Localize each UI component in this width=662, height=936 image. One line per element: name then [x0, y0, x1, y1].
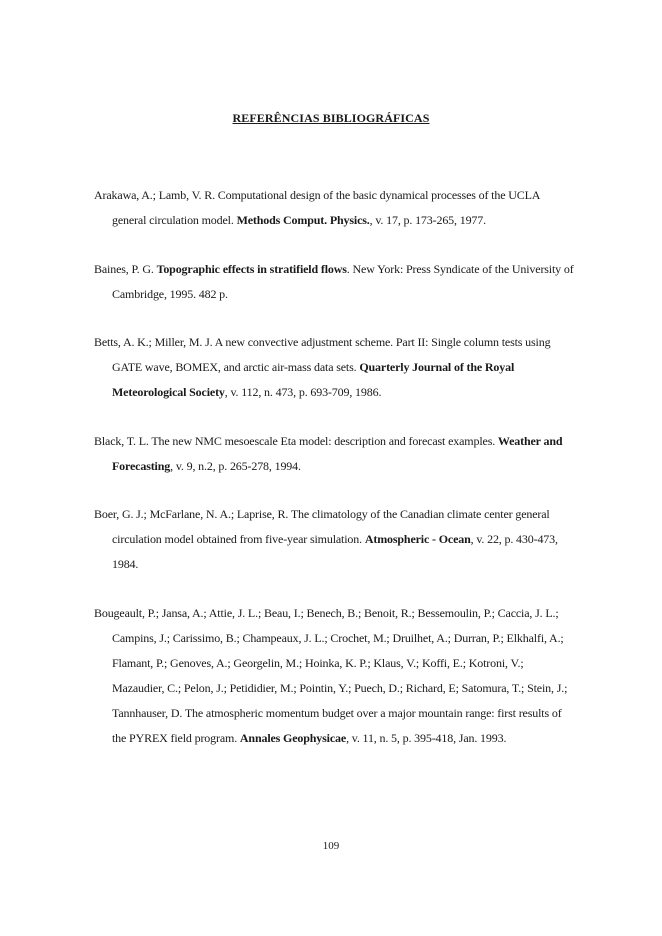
reference-details: , v. 22, p. 430-473, 1984. [112, 532, 558, 571]
reference-text: Baines, P. G. [94, 261, 157, 276]
reference-details: , v. 112, n. 473, p. 693-709, 1986. [224, 385, 382, 399]
reference-text: Bougeault, P.; Jansa, A.; Attie, J. L.; Beau, I.; Benech, B.; Benoit, R.; Bessemoulin, P.; Caccia, J. L.; Campins, J.; Carissimo, B.; Champeaux, J. L.; Crochet, M.; Druilhet, A.; Durran, P.; Elkhalfi, A.; Flamant, P.; Genoves, A.; Georgelin, M.; Hoinka, K. P.; Klaus, V.; Koffi, E.; Kotroni, V.; Mazaudier, C.; Pelon, J.; Petididier, M.; Pointin, Y.; Puech, D.; Richard, E; Satomura, T.; Stein, J.; Tannhauser, D. The atmospheric momentum budget over a major mountain range: first results of the PYREX field program. [94, 605, 568, 745]
reference-source-title: Quarterly Journal of the Royal Meteorological Society [112, 360, 515, 399]
reference-item [94, 257, 574, 307]
page-number: 109 [322, 840, 340, 852]
reference-text: Arakawa, A.; Lamb, V. R. Computational design of the basic dynamical processes of the UCLA general circulation model. [94, 188, 540, 227]
reference-source-title: Weather and Forecasting [112, 433, 563, 473]
reference-text: Black, T. L. The new NMC mesoescale Eta model: description and forecast examples. [94, 433, 498, 448]
reference-source-title: Atmospheric - Ocean [364, 532, 471, 546]
reference-item [94, 330, 574, 405]
reference-details: . New York: Press Syndicate of the University of Cambridge, 1995. 482 p. [112, 261, 574, 301]
reference-text: Boer, G. J.; McFarlane, N. A.; Laprise, R. The climatology of the Canadian climate center general circulation model obtained from five-year simulation. [94, 507, 550, 546]
reference-text: Betts, A. K.; Miller, M. J. A new convective adjustment scheme. Part II: Single column tests using GATE wave, BOMEX, and arctic air-mass data sets. [94, 335, 551, 374]
reference-details: , v. 9, n.2, p. 265-278, 1994. [170, 458, 301, 473]
reference-item [94, 429, 574, 479]
reference-details: , v. 11, n. 5, p. 395-418, Jan. 1993. [346, 730, 507, 745]
reference-source-title: Topographic effects in stratifield flows [156, 261, 347, 276]
reference-source-title: Annales Geophysicae [239, 730, 347, 745]
reference-list [94, 183, 574, 774]
page-title: REFERÊNCIAS BIBLIOGRÁFICAS [232, 111, 430, 125]
reference-item [94, 183, 574, 233]
reference-source-title: Methods Comput. Physics. [236, 213, 370, 227]
reference-details: , v. 17, p. 173-265, 1977. [369, 213, 486, 227]
reference-item [94, 601, 574, 751]
reference-item [94, 502, 574, 577]
